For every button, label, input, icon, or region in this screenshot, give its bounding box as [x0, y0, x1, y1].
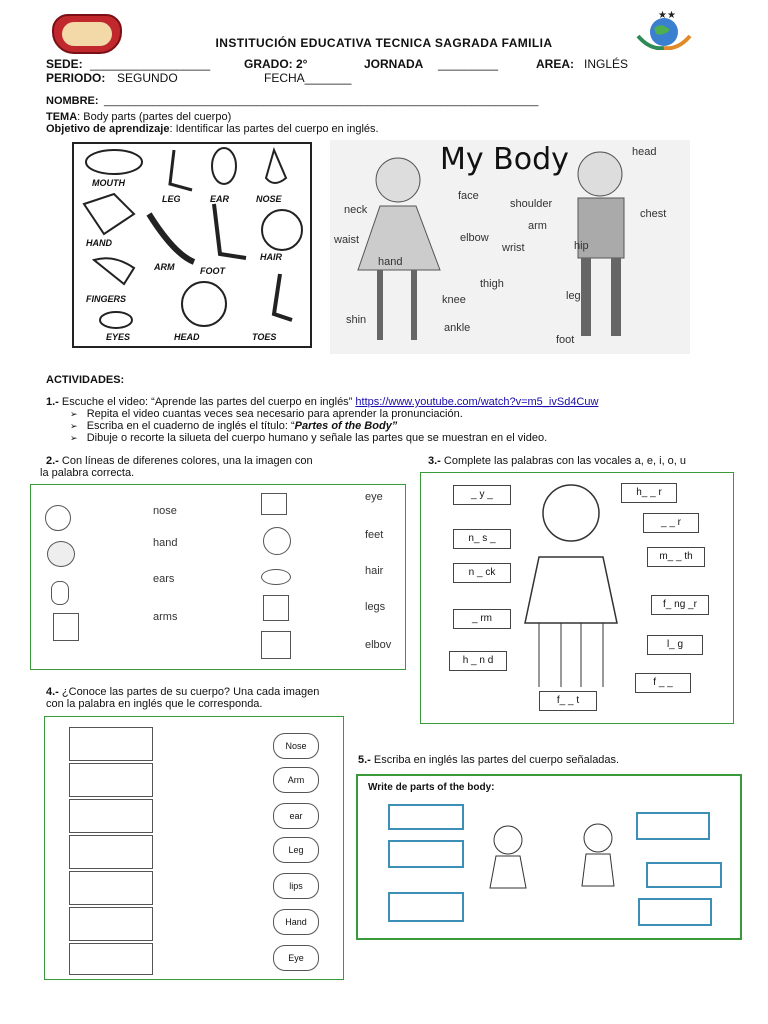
activity-3-text: Complete las palabras con las vocales a, e, i, o, u	[440, 455, 687, 467]
ex3-box-hand[interactable]: h _ n d	[449, 651, 507, 671]
exercise-5-box	[356, 774, 742, 940]
objetivo-line	[46, 123, 379, 136]
poster-label-hair: HAIR	[260, 252, 282, 262]
poster-label-ear: EAR	[210, 194, 230, 204]
label-head: head	[632, 146, 657, 158]
objetivo-text: : Identificar las partes del cuerpo en inglés.	[169, 123, 379, 135]
poster-label-mouth: MOUTH	[92, 178, 125, 188]
exercise-2-box	[30, 484, 406, 670]
label-hip: hip	[574, 240, 589, 252]
ex4-arm-picture	[69, 727, 153, 761]
bullet-2-italic: Partes of the Body”	[294, 420, 398, 432]
ex2-word-eye[interactable]: eye	[365, 491, 383, 503]
area-value: INGLÉS	[584, 57, 629, 71]
ex3-box-finger[interactable]: f_ ng _r	[651, 595, 709, 615]
activity-4-line2: con la palabra en inglés que le corresponda.	[46, 698, 263, 710]
ex4-eye-picture	[69, 871, 153, 905]
nose-picture	[51, 581, 69, 605]
elbow-picture	[261, 493, 287, 515]
my-body-poster	[330, 140, 690, 354]
ex2-word-feet[interactable]: feet	[365, 529, 384, 541]
ex3-box-hair[interactable]: h_ _ r	[621, 483, 677, 503]
hand-picture	[263, 595, 289, 621]
poster-label-leg: LEG	[162, 194, 181, 204]
hair-picture	[47, 541, 75, 567]
ex5-answer-box-1[interactable]	[388, 804, 464, 830]
label-waist: waist	[334, 234, 360, 246]
label-elbow: elbow	[460, 232, 489, 244]
label-knee: knee	[442, 294, 466, 306]
ex2-word-ears[interactable]: ears	[153, 573, 175, 585]
ex4-nose-picture	[69, 835, 153, 869]
label-leg: leg	[566, 290, 581, 302]
nombre-line[interactable]: _______________________________________________________________________	[104, 95, 539, 107]
ex4-lips-picture	[69, 943, 153, 975]
label-shin: shin	[346, 314, 367, 326]
ear-picture	[263, 527, 291, 555]
poster-label-head: HEAD	[174, 332, 200, 342]
activity-3	[428, 455, 686, 468]
ex2-word-nose[interactable]: nose	[153, 505, 177, 517]
ex3-box-nose[interactable]: n_ s _	[453, 529, 511, 549]
bullet-2-text: Escriba en el cuaderno de inglés el título: “	[86, 420, 295, 432]
tema-label: TEMA	[46, 111, 78, 123]
poster-label-nose: NOSE	[256, 194, 282, 204]
ex4-hand-picture	[69, 799, 153, 833]
body-figure-icon	[45, 505, 71, 531]
ex3-box-feet[interactable]: f_ _ t	[539, 691, 597, 711]
feet-picture	[261, 631, 291, 659]
ex5-answer-box-3[interactable]	[388, 892, 464, 922]
ex4-ear-picture	[69, 907, 153, 941]
poster-label-eyes: EYES	[106, 332, 131, 342]
objetivo-label: Objetivo de aprendizaje	[46, 123, 170, 135]
poster-label-toes: TOES	[252, 332, 277, 342]
tema-text: : Body parts (partes del cuerpo)	[77, 111, 232, 123]
ex3-box-mouth[interactable]: m_ _ th	[647, 547, 705, 567]
legs-picture	[53, 613, 79, 641]
jornada-value[interactable]: _________	[438, 57, 499, 71]
ex2-word-arms[interactable]: arms	[153, 611, 178, 623]
label-arm: arm	[528, 220, 547, 232]
activity-2-line2: la palabra correcta.	[40, 467, 135, 479]
ex3-box-foot-right[interactable]: f _ _	[635, 673, 691, 693]
ex4-cloud-nose[interactable]: Nose	[273, 733, 319, 759]
label-foot: foot	[556, 334, 575, 346]
poster-label-fingers: FINGERS	[86, 294, 127, 304]
activity-3-num: 3.-	[428, 455, 441, 467]
label-hand: hand	[378, 256, 403, 268]
sede-label: SEDE:	[46, 57, 83, 71]
nombre-label: NOMBRE:	[46, 95, 99, 107]
activity-4-text: ¿Conoce las partes de su cuerpo? Una cada imagen	[58, 686, 320, 698]
exercise-4-box	[44, 716, 344, 980]
ex5-answer-box-5[interactable]	[646, 862, 722, 888]
poster-label-foot: FOOT	[200, 266, 225, 276]
poster-label-arm: ARM	[154, 262, 175, 272]
label-ankle: ankle	[444, 322, 471, 334]
body-parts-poster	[72, 142, 312, 348]
arrow-bullet-icon: ➢	[70, 433, 78, 443]
ex3-box-neck[interactable]: n _ ck	[453, 563, 511, 583]
ex4-cloud-lips[interactable]: lips	[273, 873, 319, 899]
poster-label-hand: HAND	[86, 238, 112, 248]
school-name: INSTITUCIÓN EDUCATIVA TECNICA SAGRADA FAMILIA	[215, 36, 553, 50]
ex2-word-hair[interactable]: hair	[365, 565, 384, 577]
ex4-cloud-ear[interactable]: ear	[273, 803, 319, 829]
periodo-label: PERIODO:	[46, 71, 106, 85]
fecha-field[interactable]: FECHA_______	[264, 71, 352, 85]
bullet-1-text: Repita el video cuantas veces sea necesario para aprender la pronunciación.	[86, 408, 463, 420]
label-wrist: wrist	[502, 242, 525, 254]
ex3-box-eye[interactable]: _ y _	[453, 485, 511, 505]
ex2-word-elbov[interactable]: elbov	[365, 639, 392, 651]
ex5-answer-box-2[interactable]	[388, 840, 464, 868]
activity-1-text: Escuche el video: “Aprende las partes del cuerpo en inglés”	[58, 396, 356, 408]
svg-text:★★: ★★	[658, 10, 676, 21]
ex4-cloud-hand[interactable]: Hand	[273, 909, 319, 935]
activity-2-text: Con líneas de diferenes colores, una la imagen con	[58, 455, 313, 467]
activity-5-text: Escriba en inglés las partes del cuerpo señaladas.	[370, 754, 620, 766]
ex4-cloud-eye[interactable]: Eye	[273, 945, 319, 971]
exercise-5-title: Write de parts of the body:	[368, 782, 495, 793]
ex4-leg-picture	[69, 763, 153, 797]
ex3-box-leg[interactable]: l_ g	[647, 635, 703, 655]
ex3-box-arm[interactable]: _ rm	[453, 609, 511, 629]
label-face: face	[458, 190, 479, 202]
actividades-heading: ACTIVIDADES:	[46, 374, 125, 386]
activity-5-num: 5.-	[358, 754, 371, 766]
ex3-box-ear[interactable]: _ _ r	[643, 513, 699, 533]
my-body-title: My Body	[440, 142, 569, 177]
video-link[interactable]: https://www.youtube.com/watch?v=m5_ivSd4Cuw	[355, 396, 599, 408]
arrow-bullet-icon: ➢	[70, 421, 78, 431]
exercise-3-box	[420, 472, 734, 724]
bullet-3	[70, 432, 547, 445]
activity-5	[358, 754, 619, 767]
activity-2-num: 2.-	[46, 455, 59, 467]
ex5-answer-box-4[interactable]	[636, 812, 710, 840]
bullet-3-text: Dibuje o recorte la silueta del cuerpo humano y señale las partes que se muestran en el video.	[86, 432, 548, 444]
arrow-bullet-icon: ➢	[70, 409, 78, 419]
periodo-value: SEGUNDO	[117, 71, 178, 85]
area-label: AREA:	[536, 57, 574, 71]
sede-value[interactable]: __________________	[90, 57, 211, 71]
ex2-word-legs[interactable]: legs	[365, 601, 386, 613]
label-neck: neck	[344, 204, 368, 216]
ex4-cloud-leg[interactable]: Leg	[273, 837, 319, 863]
ex4-cloud-arm[interactable]: Arm	[273, 767, 319, 793]
label-thigh: thigh	[480, 278, 504, 290]
eye-picture	[261, 569, 291, 585]
jornada-label: JORNADA	[364, 57, 424, 71]
ex5-answer-box-6[interactable]	[638, 898, 712, 926]
label-chest: chest	[640, 208, 667, 220]
grado-label: GRADO: 2°	[244, 57, 308, 71]
label-shoulder: shoulder	[510, 198, 553, 210]
activity-4-num: 4.-	[46, 686, 59, 698]
activity-1-num: 1.-	[46, 396, 59, 408]
ex2-word-hand[interactable]: hand	[153, 537, 178, 549]
